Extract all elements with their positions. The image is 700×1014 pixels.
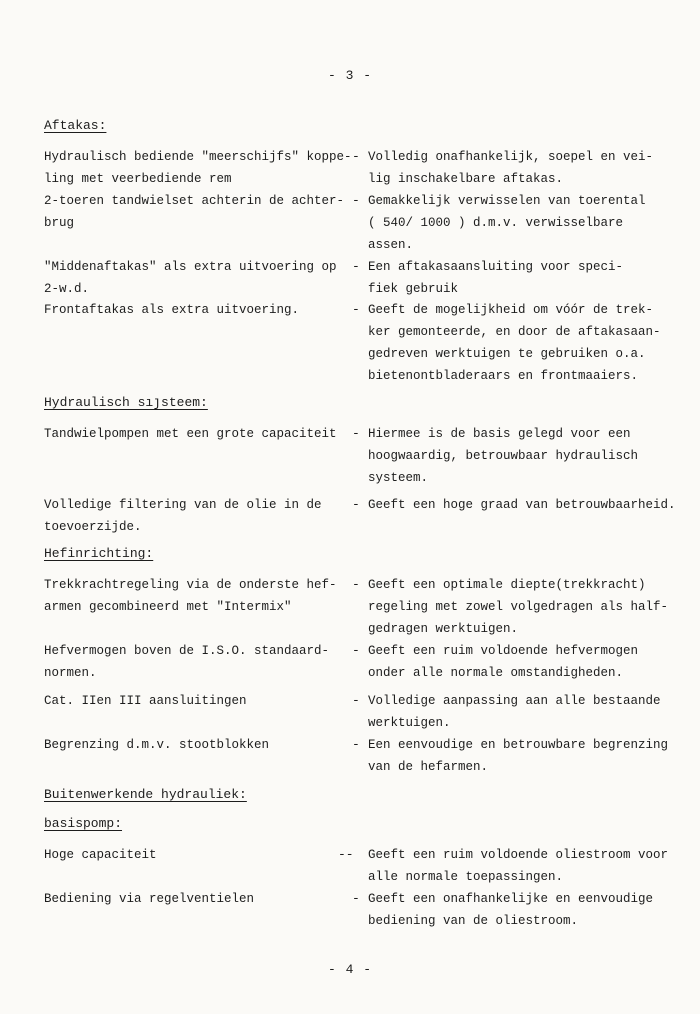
separator-dash: --	[338, 847, 354, 862]
separator-dash: -	[352, 302, 360, 317]
separator-dash: -	[352, 577, 360, 592]
separator-dash: -	[352, 426, 360, 441]
heading-hefinrichting: Hefinrichting:	[44, 546, 154, 561]
benefit-text: Geeft een ruim voldoende oliestroom voor alle normale toepassingen.	[368, 848, 669, 884]
heading-buitenwerkende-hydrauliek: Buitenwerkende hydrauliek:	[44, 787, 247, 802]
separator-dash: -	[352, 891, 360, 906]
feature-text: Hoge capaciteit	[44, 848, 157, 862]
separator-dash: -	[352, 497, 360, 512]
feature-text: 2-toeren tandwielset achterin de achter- brug	[44, 194, 345, 230]
heading-hydraulisch-systeem: Hydraulisch sıȷsteem:	[44, 395, 208, 410]
benefit-text: Gemakkelijk verwisselen van toerental ( 540/ 1000 ) d.m.v. verwisselbare assen.	[368, 194, 646, 252]
page-number-bottom: - 4 -	[327, 962, 372, 977]
feature-text: Bediening via regelventielen	[44, 892, 255, 906]
benefit-text: Geeft een onafhankelijke en eenvoudige bediening van de oliestroom.	[368, 892, 654, 928]
heading-aftakas: Aftakas:	[44, 118, 107, 133]
benefit-text: Hiermee is de basis gelegd voor een hoogwaardig, betrouwbaar hydraulisch systeem.	[368, 427, 639, 485]
feature-text: Frontaftakas als extra uitvoering.	[44, 303, 300, 317]
benefit-text: Geeft een optimale diepte(trekkracht) regeling met zowel volgedragen als half- gedragen werktuigen.	[368, 578, 669, 636]
benefit-text: Volledig onafhankelijk, soepel en vei- lig inschakelbare aftakas.	[368, 150, 654, 186]
feature-text: Begrenzing d.m.v. stootblokken	[44, 738, 270, 752]
feature-text: "Middenaftakas" als extra uitvoering op 2-w.d.	[44, 260, 337, 296]
separator-dash: -	[352, 643, 360, 658]
benefit-text: Geeft een hoge graad van betrouwbaarheid.	[368, 498, 676, 512]
benefit-text: Geeft de mogelijkheid om vóór de trek- ker gemonteerde, en door de aftakasaan- gedreven werktuigen te gebruiken o.a. bietenontbladeraars en frontmaaiers.	[368, 303, 661, 383]
separator-dash: -	[352, 693, 360, 708]
separator-dash: -	[352, 737, 360, 752]
benefit-text: Een aftakasaansluiting voor speci- fiek gebruik	[368, 260, 624, 296]
page-number-top: - 3 -	[327, 68, 372, 83]
heading-basispomp: basispomp:	[44, 816, 123, 831]
feature-text: Hydraulisch bediende "meerschijfs" koppe- ling met veerbediende rem	[44, 150, 352, 186]
benefit-text: Geeft een ruim voldoende hefvermogen onder alle normale omstandigheden.	[368, 644, 639, 680]
feature-text: Volledige filtering van de olie in de toevoerzijde.	[44, 498, 322, 534]
benefit-text: Een eenvoudige en betrouwbare begrenzing van de hefarmen.	[368, 738, 669, 774]
separator-dash: -	[352, 259, 360, 274]
feature-text: Cat. IIen III aansluitingen	[44, 694, 247, 708]
feature-text: Hefvermogen boven de I.S.O. standaard- normen.	[44, 644, 330, 680]
separator-dash: -	[352, 193, 360, 208]
benefit-text: Volledige aanpassing aan alle bestaande werktuigen.	[368, 694, 661, 730]
separator-dash: -	[352, 149, 360, 164]
feature-text: Trekkrachtregeling via de onderste hef- armen gecombineerd met "Intermix"	[44, 578, 337, 614]
feature-text: Tandwielpompen met een grote capaciteit	[44, 427, 337, 441]
